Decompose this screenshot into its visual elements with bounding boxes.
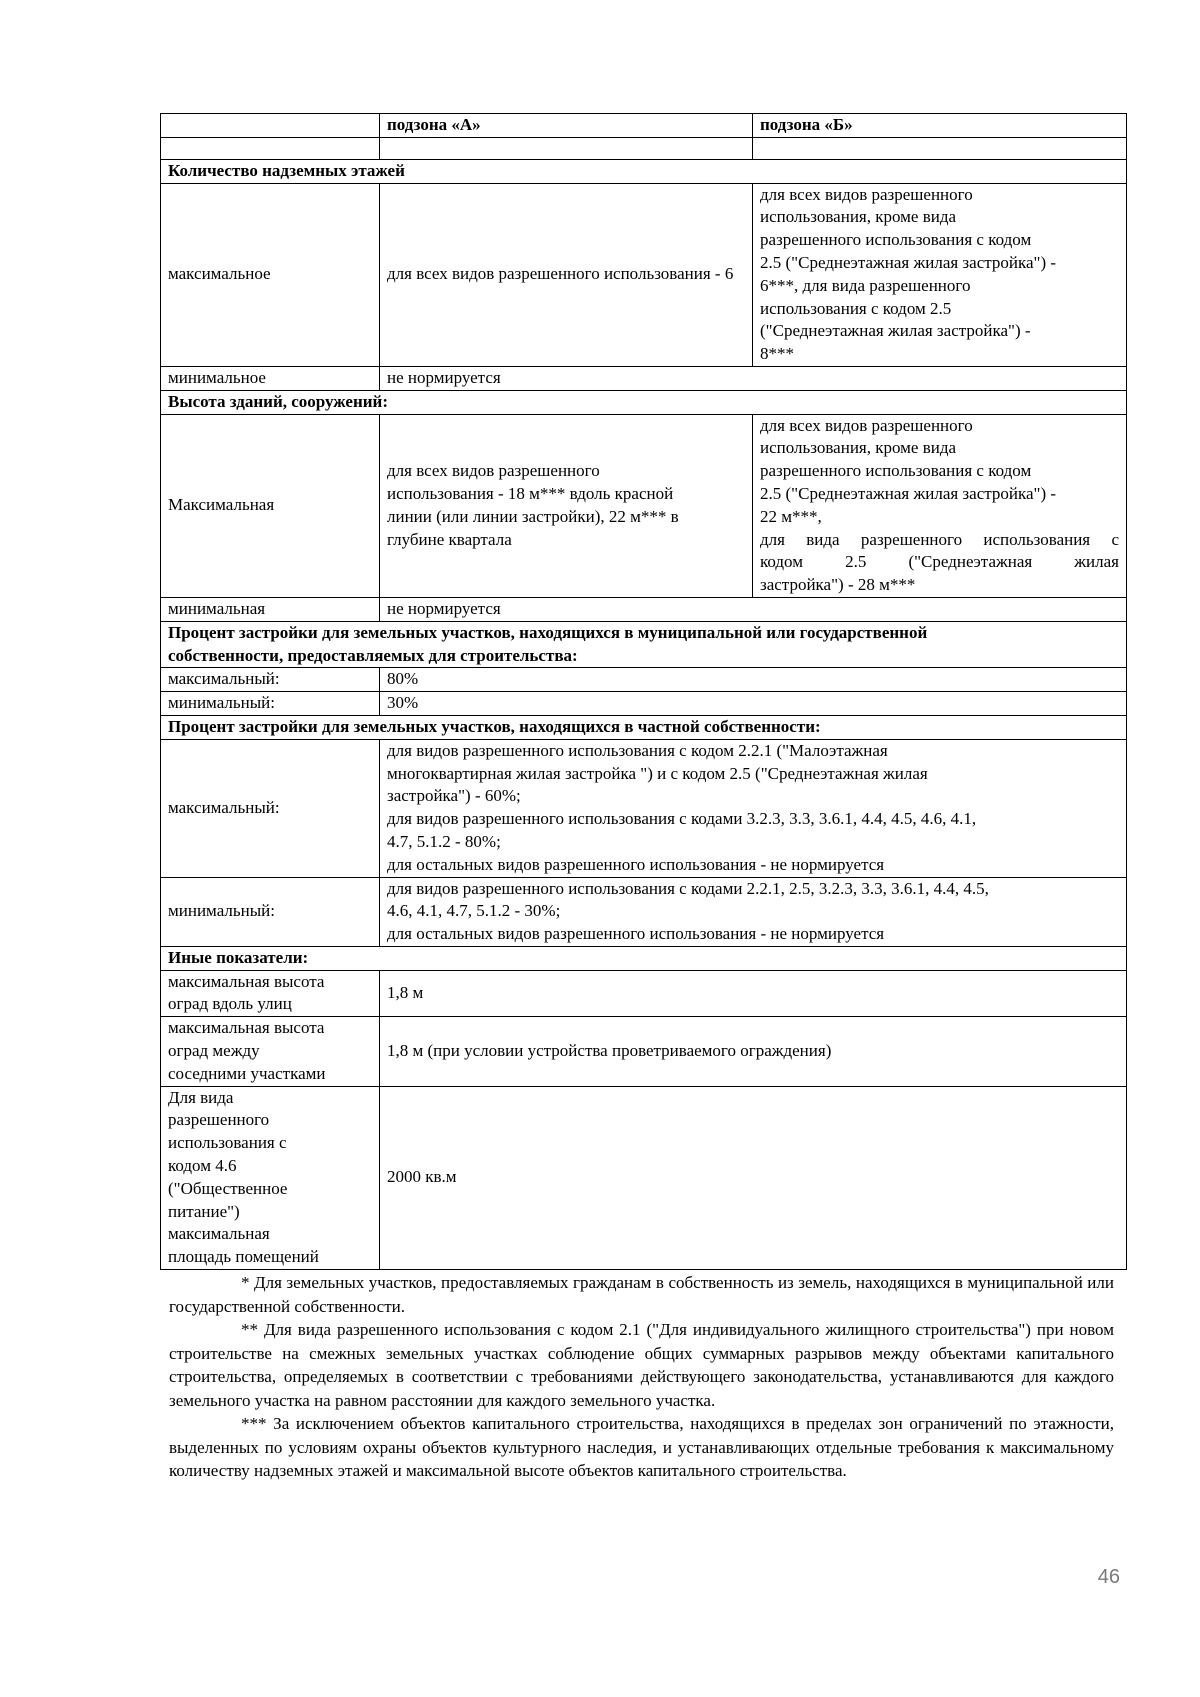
footnotes bbox=[160, 1271, 1126, 1483]
coverage-public-min-value: 30% bbox=[380, 692, 1127, 716]
row-label: минимальный: bbox=[161, 692, 380, 716]
coverage-private-min-row bbox=[161, 877, 1127, 946]
coverage-private-max-value: для видов разрешенного использования с кодом 2.2.1 ("Малоэтажная многоквартирная жилая застройка ") и с кодом 2.5 ("Среднеэтажная жилая застройка") - 60%; для видов разрешенного использования с кодами 3.2.3, 3.3, 3.6.1, 4.4, 4.5, 4.6, 4.1, 4.7, 5.1.2 - 80%; для остальных видов разрешенного использования - не нормируется bbox=[380, 739, 1127, 877]
other-fence-street-value: 1,8 м bbox=[380, 970, 1127, 1017]
section-title-other bbox=[161, 946, 1127, 970]
row-label: максимальная высота оград вдоль улиц bbox=[161, 970, 380, 1017]
height-max-subzone-b: для всех видов разрешенного использования, кроме вида разрешенного использования с кодом 2.5 ("Среднеэтажная жилая застройка") - 22 м***, для вида разрешенного использования с кодом 2.5 ("Среднеэтажная жилая застройка") - 28 м*** bbox=[753, 414, 1127, 597]
height-min-row bbox=[161, 597, 1127, 621]
section-title-coverage-private bbox=[161, 715, 1127, 739]
floors-min-value: не нормируется bbox=[380, 366, 1127, 390]
other-fence-street-row bbox=[161, 970, 1127, 1017]
coverage-public-max-value: 80% bbox=[380, 668, 1127, 692]
other-fence-neighbors-value: 1,8 м (при условии устройства проветриваемого ограждения) bbox=[380, 1017, 1127, 1086]
row-label: максимальное bbox=[161, 183, 380, 366]
footnote-1: * Для земельных участков, предоставляемых гражданам в собственность из земель, находящихся в муниципальной или государственной собственности. bbox=[169, 1273, 1114, 1316]
section-title: Иные показатели: bbox=[161, 946, 1127, 970]
zoning-parameters-table bbox=[160, 113, 1127, 1270]
other-catering-area-value: 2000 кв.м bbox=[380, 1086, 1127, 1269]
section-title: Процент застройки для земельных участков, находящихся в частной собственности: bbox=[161, 715, 1127, 739]
section-title: Количество надземных этажей bbox=[161, 159, 1127, 183]
footnote-2: ** Для вида разрешенного использования с кодом 2.1 ("Для индивидуального жилищного строительства") при новом строительстве на смежных земельных участках соблюдение общих суммарных разрывов между объектами капитального строительства, определяемых в соответствии с требованиями действующего законодательства, устанавливаются для каждого земельного участка на равном расстоянии для каждого земельного участка. bbox=[169, 1320, 1114, 1410]
height-min-value: не нормируется bbox=[380, 597, 1127, 621]
floors-max-subzone-a: для всех видов разрешенного использования - 6 bbox=[380, 183, 753, 366]
row-label: минимальная bbox=[161, 597, 380, 621]
row-label: максимальная высота оград между соседними участками bbox=[161, 1017, 380, 1086]
page-number: 46 bbox=[1097, 1566, 1120, 1588]
row-label: максимальный: bbox=[161, 739, 380, 877]
coverage-public-max-row bbox=[161, 668, 1127, 692]
height-max-subzone-a: для всех видов разрешенного использования - 18 м*** вдоль красной линии (или линии застройки), 22 м*** в глубине квартала bbox=[380, 414, 753, 597]
section-title: Высота зданий, сооружений: bbox=[161, 390, 1127, 414]
height-max-row bbox=[161, 414, 1127, 597]
empty-row bbox=[161, 137, 1127, 159]
row-label: минимальный: bbox=[161, 877, 380, 946]
document-page bbox=[160, 113, 1126, 1483]
row-label: минимальное bbox=[161, 366, 380, 390]
footnote-3: *** За исключением объектов капитального строительства, находящихся в пределах зон ограничений по этажности, выделенных по условиям охраны объектов культурного наследия, и устанавливающих отдельные требования к максимальному количеству надземных этажей и максимальной высоте объектов капитального строительства. bbox=[169, 1414, 1114, 1481]
floors-max-subzone-b: для всех видов разрешенного использования, кроме вида разрешенного использования с кодом 2.5 ("Среднеэтажная жилая застройка") - 6***, для вида разрешенного использования с кодом 2.5 ("Среднеэтажная жилая застройка") - 8*** bbox=[753, 183, 1127, 366]
coverage-private-min-value: для видов разрешенного использования с кодами 2.2.1, 2.5, 3.2.3, 3.3, 3.6.1, 4.4, 4.5, 4.6, 4.1, 4.7, 5.1.2 - 30%; для остальных видов разрешенного использования - не нормируется bbox=[380, 877, 1127, 946]
section-title-floors bbox=[161, 159, 1127, 183]
coverage-private-max-row bbox=[161, 739, 1127, 877]
header-cell-empty bbox=[161, 114, 380, 138]
row-label: Максимальная bbox=[161, 414, 380, 597]
header-subzone-b: подзона «Б» bbox=[753, 114, 1127, 138]
section-title-height bbox=[161, 390, 1127, 414]
section-title: Процент застройки для земельных участков, находящихся в муниципальной или государственной собственности, предоставляемых для строительства: bbox=[161, 621, 1127, 668]
coverage-public-min-row bbox=[161, 692, 1127, 716]
other-fence-neighbors-row bbox=[161, 1017, 1127, 1086]
floors-min-row bbox=[161, 366, 1127, 390]
header-subzone-a: подзона «А» bbox=[380, 114, 753, 138]
row-label: максимальный: bbox=[161, 668, 380, 692]
section-title-coverage-public bbox=[161, 621, 1127, 668]
other-catering-area-row bbox=[161, 1086, 1127, 1269]
row-label: Для вида разрешенного использования с кодом 4.6 ("Общественное питание") максимальная площадь помещений bbox=[161, 1086, 380, 1269]
floors-max-row bbox=[161, 183, 1127, 366]
header-row bbox=[161, 114, 1127, 138]
